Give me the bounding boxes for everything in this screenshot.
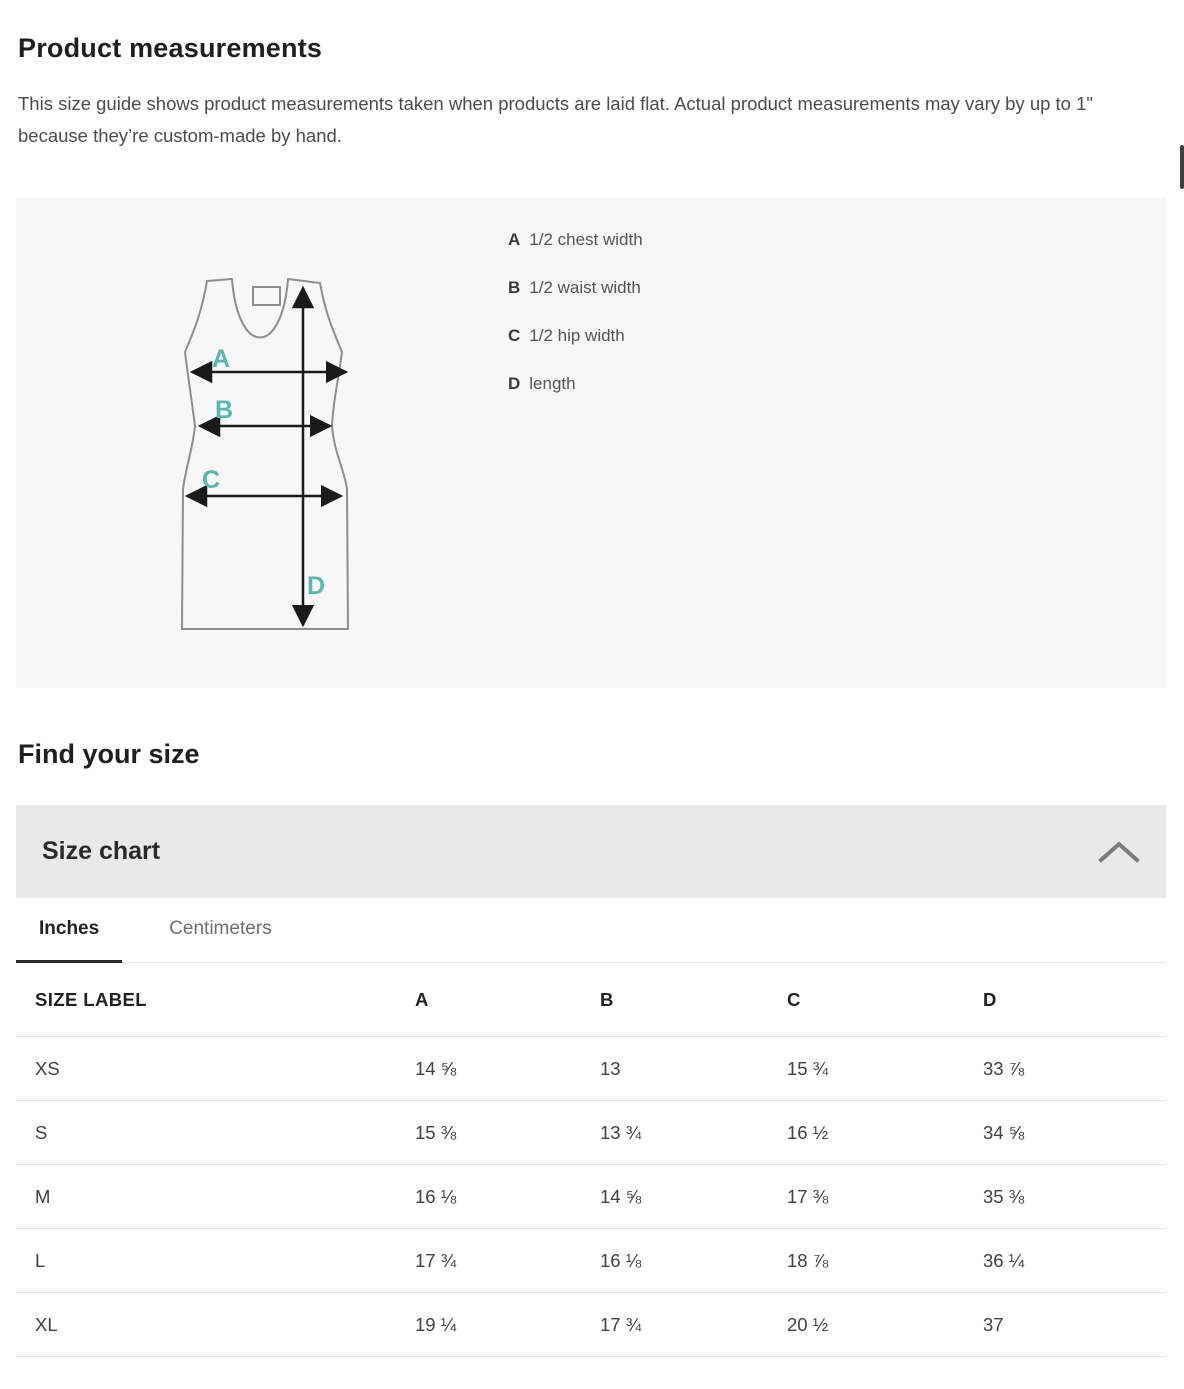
measurement-cell: 14 ⅝ bbox=[415, 1057, 457, 1079]
measurement-cell: 36 ¼ bbox=[983, 1249, 1025, 1271]
measurement-cell: 15 ¾ bbox=[787, 1057, 829, 1079]
legend-text: 1/2 hip width bbox=[529, 326, 625, 345]
size-table-body bbox=[16, 1037, 1166, 1357]
table-row-m bbox=[16, 1165, 1166, 1229]
legend-key: C bbox=[508, 326, 521, 345]
size-table-header-row bbox=[16, 963, 1166, 1037]
tab-centimeters-label: Centimeters bbox=[169, 918, 272, 939]
tab-inches[interactable] bbox=[16, 898, 122, 963]
find-your-size-title: Find your size bbox=[18, 739, 200, 769]
measurement-cell: 16 ⅛ bbox=[600, 1249, 642, 1271]
size-table bbox=[16, 963, 1166, 1357]
measurement-cell: 14 ⅝ bbox=[600, 1185, 642, 1207]
measurement-cell: 16 ½ bbox=[787, 1121, 829, 1143]
size-label-cell: S bbox=[35, 1121, 48, 1143]
size-chart-accordion-header[interactable] bbox=[16, 805, 1166, 898]
measurement-cell: 35 ⅜ bbox=[983, 1185, 1025, 1207]
table-row-xl bbox=[16, 1293, 1166, 1357]
column-header-b: B bbox=[600, 988, 614, 1010]
chevron-up-icon[interactable] bbox=[1098, 840, 1140, 864]
table-row-l bbox=[16, 1229, 1166, 1293]
size-label-cell: M bbox=[35, 1185, 51, 1207]
table-row-xs bbox=[16, 1037, 1166, 1101]
table-row-s bbox=[16, 1101, 1166, 1165]
legend-item bbox=[508, 325, 643, 346]
size-label-cell: XL bbox=[35, 1313, 58, 1335]
legend-item bbox=[508, 277, 643, 298]
size-guide-page bbox=[0, 33, 1184, 1389]
measurement-cell: 17 ¾ bbox=[415, 1249, 457, 1271]
measurement-cell: 37 bbox=[983, 1313, 1004, 1335]
measurement-cell: 19 ¼ bbox=[415, 1313, 457, 1335]
size-label-cell: XS bbox=[35, 1057, 60, 1079]
measurement-cell: 20 ½ bbox=[787, 1313, 829, 1335]
diagram-letter-b: B bbox=[215, 396, 234, 424]
legend-key: B bbox=[508, 278, 521, 297]
measurement-legend bbox=[508, 229, 643, 421]
measurement-cell: 17 ¾ bbox=[600, 1313, 642, 1335]
measurement-diagram-panel bbox=[16, 197, 1166, 688]
page-title: Product measurements bbox=[18, 33, 323, 63]
legend-text: 1/2 waist width bbox=[529, 278, 641, 297]
diagram-letter-a: A bbox=[212, 345, 231, 373]
measurement-cell: 15 ⅜ bbox=[415, 1121, 457, 1143]
scrollbar-thumb[interactable] bbox=[1180, 145, 1184, 189]
measurement-cell: 17 ⅜ bbox=[787, 1185, 829, 1207]
measurement-cell: 34 ⅝ bbox=[983, 1121, 1025, 1143]
size-label-cell: L bbox=[35, 1249, 46, 1271]
size-chart-title: Size chart bbox=[42, 837, 161, 865]
legend-text: 1/2 chest width bbox=[529, 230, 643, 249]
measurement-cell: 18 ⅞ bbox=[787, 1249, 829, 1271]
tab-centimeters[interactable] bbox=[146, 898, 294, 963]
measurement-cell: 16 ⅛ bbox=[415, 1185, 457, 1207]
diagram-letter-d: D bbox=[307, 572, 326, 600]
column-header-d: D bbox=[983, 988, 997, 1010]
legend-item bbox=[508, 373, 643, 394]
legend-text: length bbox=[529, 374, 576, 393]
measurement-cell: 13 ¾ bbox=[600, 1121, 642, 1143]
measurement-cell: 33 ⅞ bbox=[983, 1057, 1025, 1079]
column-header-a: A bbox=[415, 988, 429, 1010]
column-header-c: C bbox=[787, 988, 801, 1010]
column-header-size-label: SIZE LABEL bbox=[35, 988, 147, 1010]
tab-inches-label: Inches bbox=[39, 918, 100, 939]
collar-rect bbox=[253, 287, 280, 305]
diagram-letter-c: C bbox=[202, 466, 221, 494]
measurement-cell: 13 bbox=[600, 1057, 621, 1079]
unit-tabs bbox=[16, 898, 1166, 963]
legend-key: A bbox=[508, 230, 521, 249]
legend-item bbox=[508, 229, 643, 250]
page-description: This size guide shows product measurements taken when products are laid flat. Actual product measurements may vary by up to 1" because they’re custom-made by hand. bbox=[18, 93, 1093, 146]
legend-key: D bbox=[508, 374, 521, 393]
